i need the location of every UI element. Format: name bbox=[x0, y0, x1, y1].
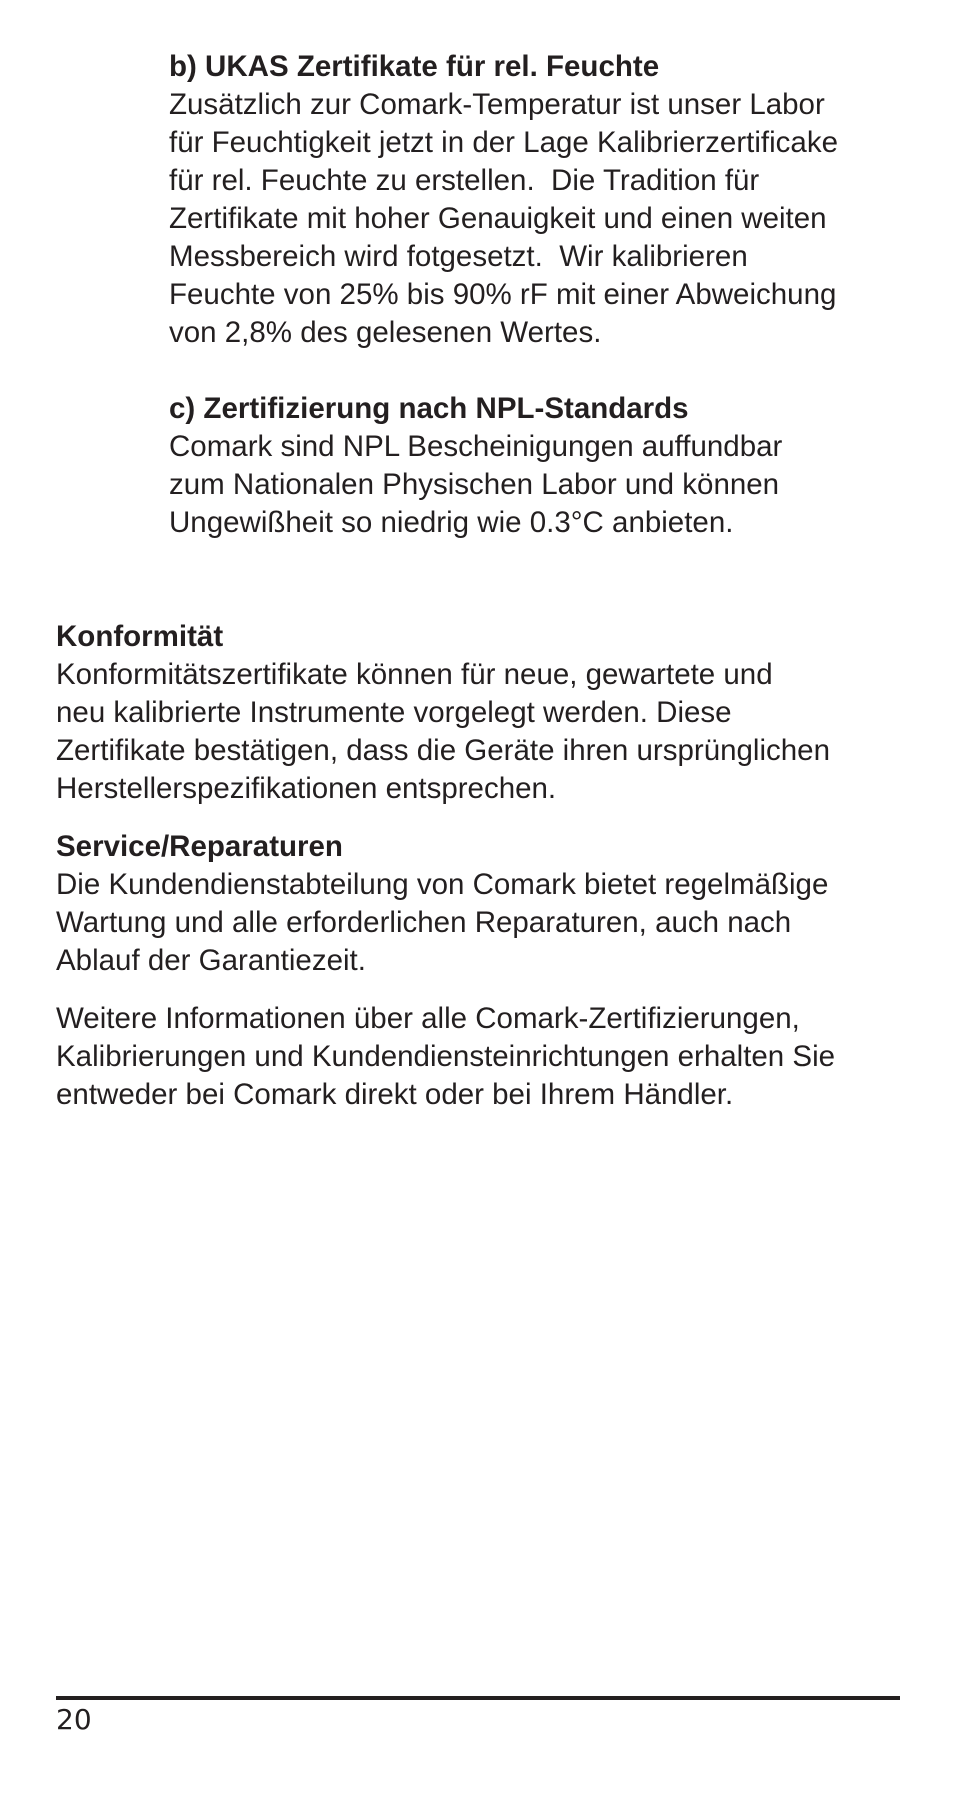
body-line: für Feuchtigkeit jetzt in der Lage Kalibrierzertificake bbox=[169, 126, 838, 159]
body-line: Kalibrierungen und Kundendiensteinrichtungen erhalten Sie bbox=[56, 1040, 836, 1073]
section-further-information bbox=[56, 1000, 916, 1114]
body-line: entweder bei Comark direkt oder bei Ihrem Händler. bbox=[56, 1078, 734, 1111]
section-body bbox=[169, 428, 909, 542]
section-heading: b) UKAS Zertifikate für rel. Feuchte bbox=[169, 50, 660, 83]
body-line: Wartung und alle erforderlichen Reparaturen, auch nach bbox=[56, 906, 792, 939]
body-line: Messbereich wird fotgesetzt. Wir kalibrieren bbox=[169, 240, 748, 273]
body-line: Ungewißheit so niedrig wie 0.3°C anbieten. bbox=[169, 506, 734, 539]
section-body bbox=[169, 86, 909, 352]
body-line: neu kalibrierte Instrumente vorgelegt werden. Diese bbox=[56, 696, 732, 729]
section-npl-standards bbox=[169, 390, 909, 542]
body-line: Konformitätszertifikate können für neue, gewartete und bbox=[56, 658, 773, 691]
body-line: Feuchte von 25% bis 90% rF mit einer Abweichung bbox=[169, 278, 837, 311]
section-konformitaet bbox=[56, 618, 916, 808]
section-heading: Konformität bbox=[56, 620, 224, 653]
body-line: Zusätzlich zur Comark-Temperatur ist unser Labor bbox=[169, 88, 825, 121]
body-line: Comark sind NPL Bescheinigungen auffundbar bbox=[169, 430, 783, 463]
body-line: zum Nationalen Physischen Labor und können bbox=[169, 468, 780, 501]
body-line: Zertifikate mit hoher Genauigkeit und einen weiten bbox=[169, 202, 827, 235]
section-body bbox=[56, 1000, 916, 1114]
section-heading: Service/Reparaturen bbox=[56, 830, 343, 863]
body-line: Weitere Informationen über alle Comark-Zertifizierungen, bbox=[56, 1002, 800, 1035]
body-line: von 2,8% des gelesenen Wertes. bbox=[169, 316, 602, 349]
footer-divider bbox=[56, 1696, 900, 1700]
section-ukas-humidity bbox=[169, 48, 909, 352]
page-number: 20 bbox=[56, 1703, 92, 1736]
section-body bbox=[56, 656, 916, 808]
body-line: Ablauf der Garantiezeit. bbox=[56, 944, 366, 977]
body-line: für rel. Feuchte zu erstellen. Die Tradition für bbox=[169, 164, 760, 197]
body-line: Die Kundendienstabteilung von Comark bietet regelmäßige bbox=[56, 868, 829, 901]
section-service-reparaturen bbox=[56, 828, 916, 980]
section-body bbox=[56, 866, 916, 980]
body-line: Herstellerspezifikationen entsprechen. bbox=[56, 772, 557, 805]
body-line: Zertifikate bestätigen, dass die Geräte ihren ursprünglichen bbox=[56, 734, 830, 767]
section-heading: c) Zertifizierung nach NPL-Standards bbox=[169, 392, 689, 425]
